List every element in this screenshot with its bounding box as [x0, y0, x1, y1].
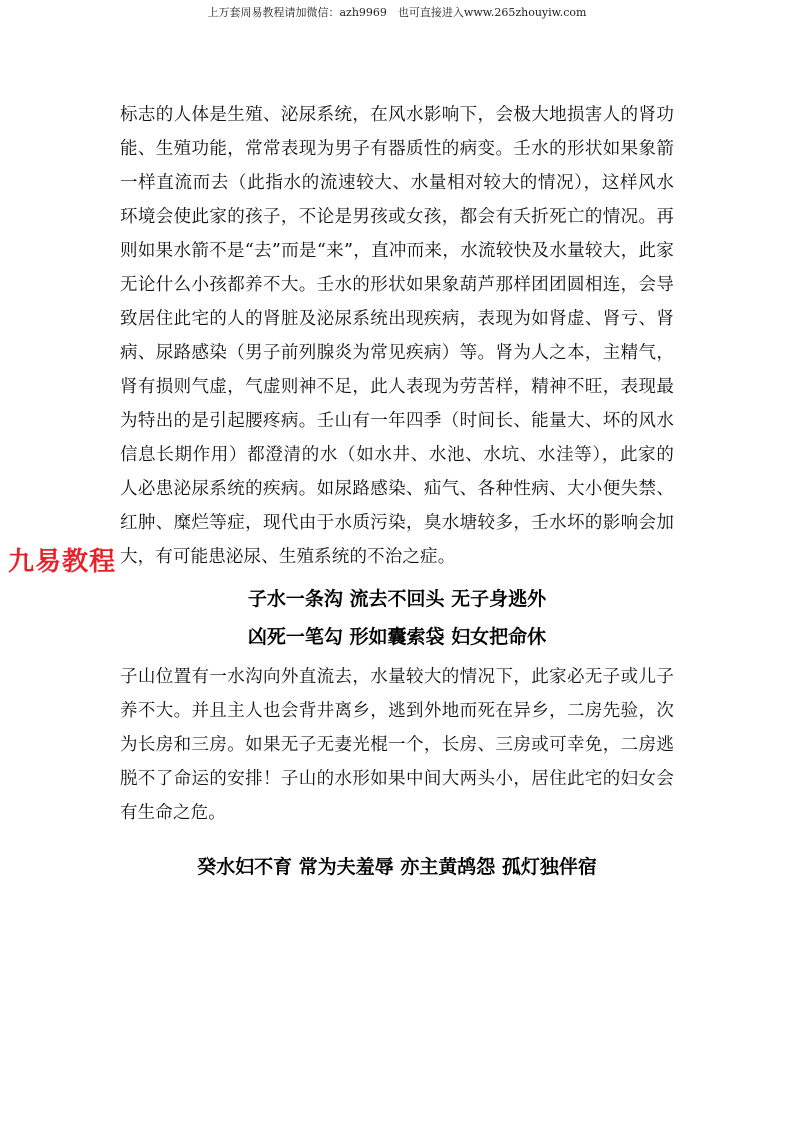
paragraph-renshui: 标志的人体是生殖、泌尿系统，在风水影响下，会极大地损害人的肾功能、生殖功能，常常表现为男子有器质性的病变。壬水的形状如果象箭一样直流而去（此指水的流速较大、水量相对较大的情况），这样风水环境会使此家的孩子，不论是男孩或女孩，都会有夭折死亡的情况。再则如果水箭不是“去”而是“来”，直冲而来，水流较快及水量较大，此家无论什么小孩都养不大。壬水的形状如果象葫芦那样团团圆相连，会导致居住此宅的人的肾脏及泌尿系统出现疾病，表现为如肾虚、肾亏、肾病、尿路感染（男子前列腺炎为常见疾病）等。肾为人之本，主精气，肾有损则气虚，气虚则神不足，此人表现为劳苦样，精神不旺，表现最为特出的是引起腰疼病。壬山有一年四季（时间长、能量大、坏的风水信息长期作用）都澄清的水（如水井、水池、水坑、水洼等），此家的人必患泌尿系统的疾病。如尿路感染、疝气、各种性病、大小便失禁、红肿、糜烂等症，现代由于水质污染，臭水塘较多，壬水坏的影响会加大，有可能患泌尿、生殖系统的不治之症。	[120, 105, 674, 567]
watermark-logo: 九易教程	[8, 547, 117, 577]
heading-zishui-line-2: 凶死一笔勾 形如囊索袋 妇女把命休	[247, 626, 547, 648]
page-header: 上万套周易教程请加微信：azh9969 也可直接进入www.265zhouyiw.com	[207, 6, 587, 19]
heading-zishui-line-1: 子水一条沟 流去不回头 无子身逃外	[247, 588, 547, 610]
heading-guishui: 癸水妇不育 常为夫羞辱 亦主黄鸪怨 孤灯独伴宿	[197, 856, 597, 878]
paragraph-zishan: 子山位置有一水沟向外直流去，水量较大的情况下，此家必无子或儿子养不大。并且主人也会背井离乡，逃到外地而死在异乡，二房先验，次为长房和三房。如果无子无妻光棍一个，长房、三房或可幸免，二房逃脱不了命运的安排！子山的水形如果中间大两头小，居住此宅的妇女会有生命之危。	[120, 667, 674, 823]
document-body	[120, 98, 674, 886]
heading-group-zishui	[120, 580, 674, 656]
